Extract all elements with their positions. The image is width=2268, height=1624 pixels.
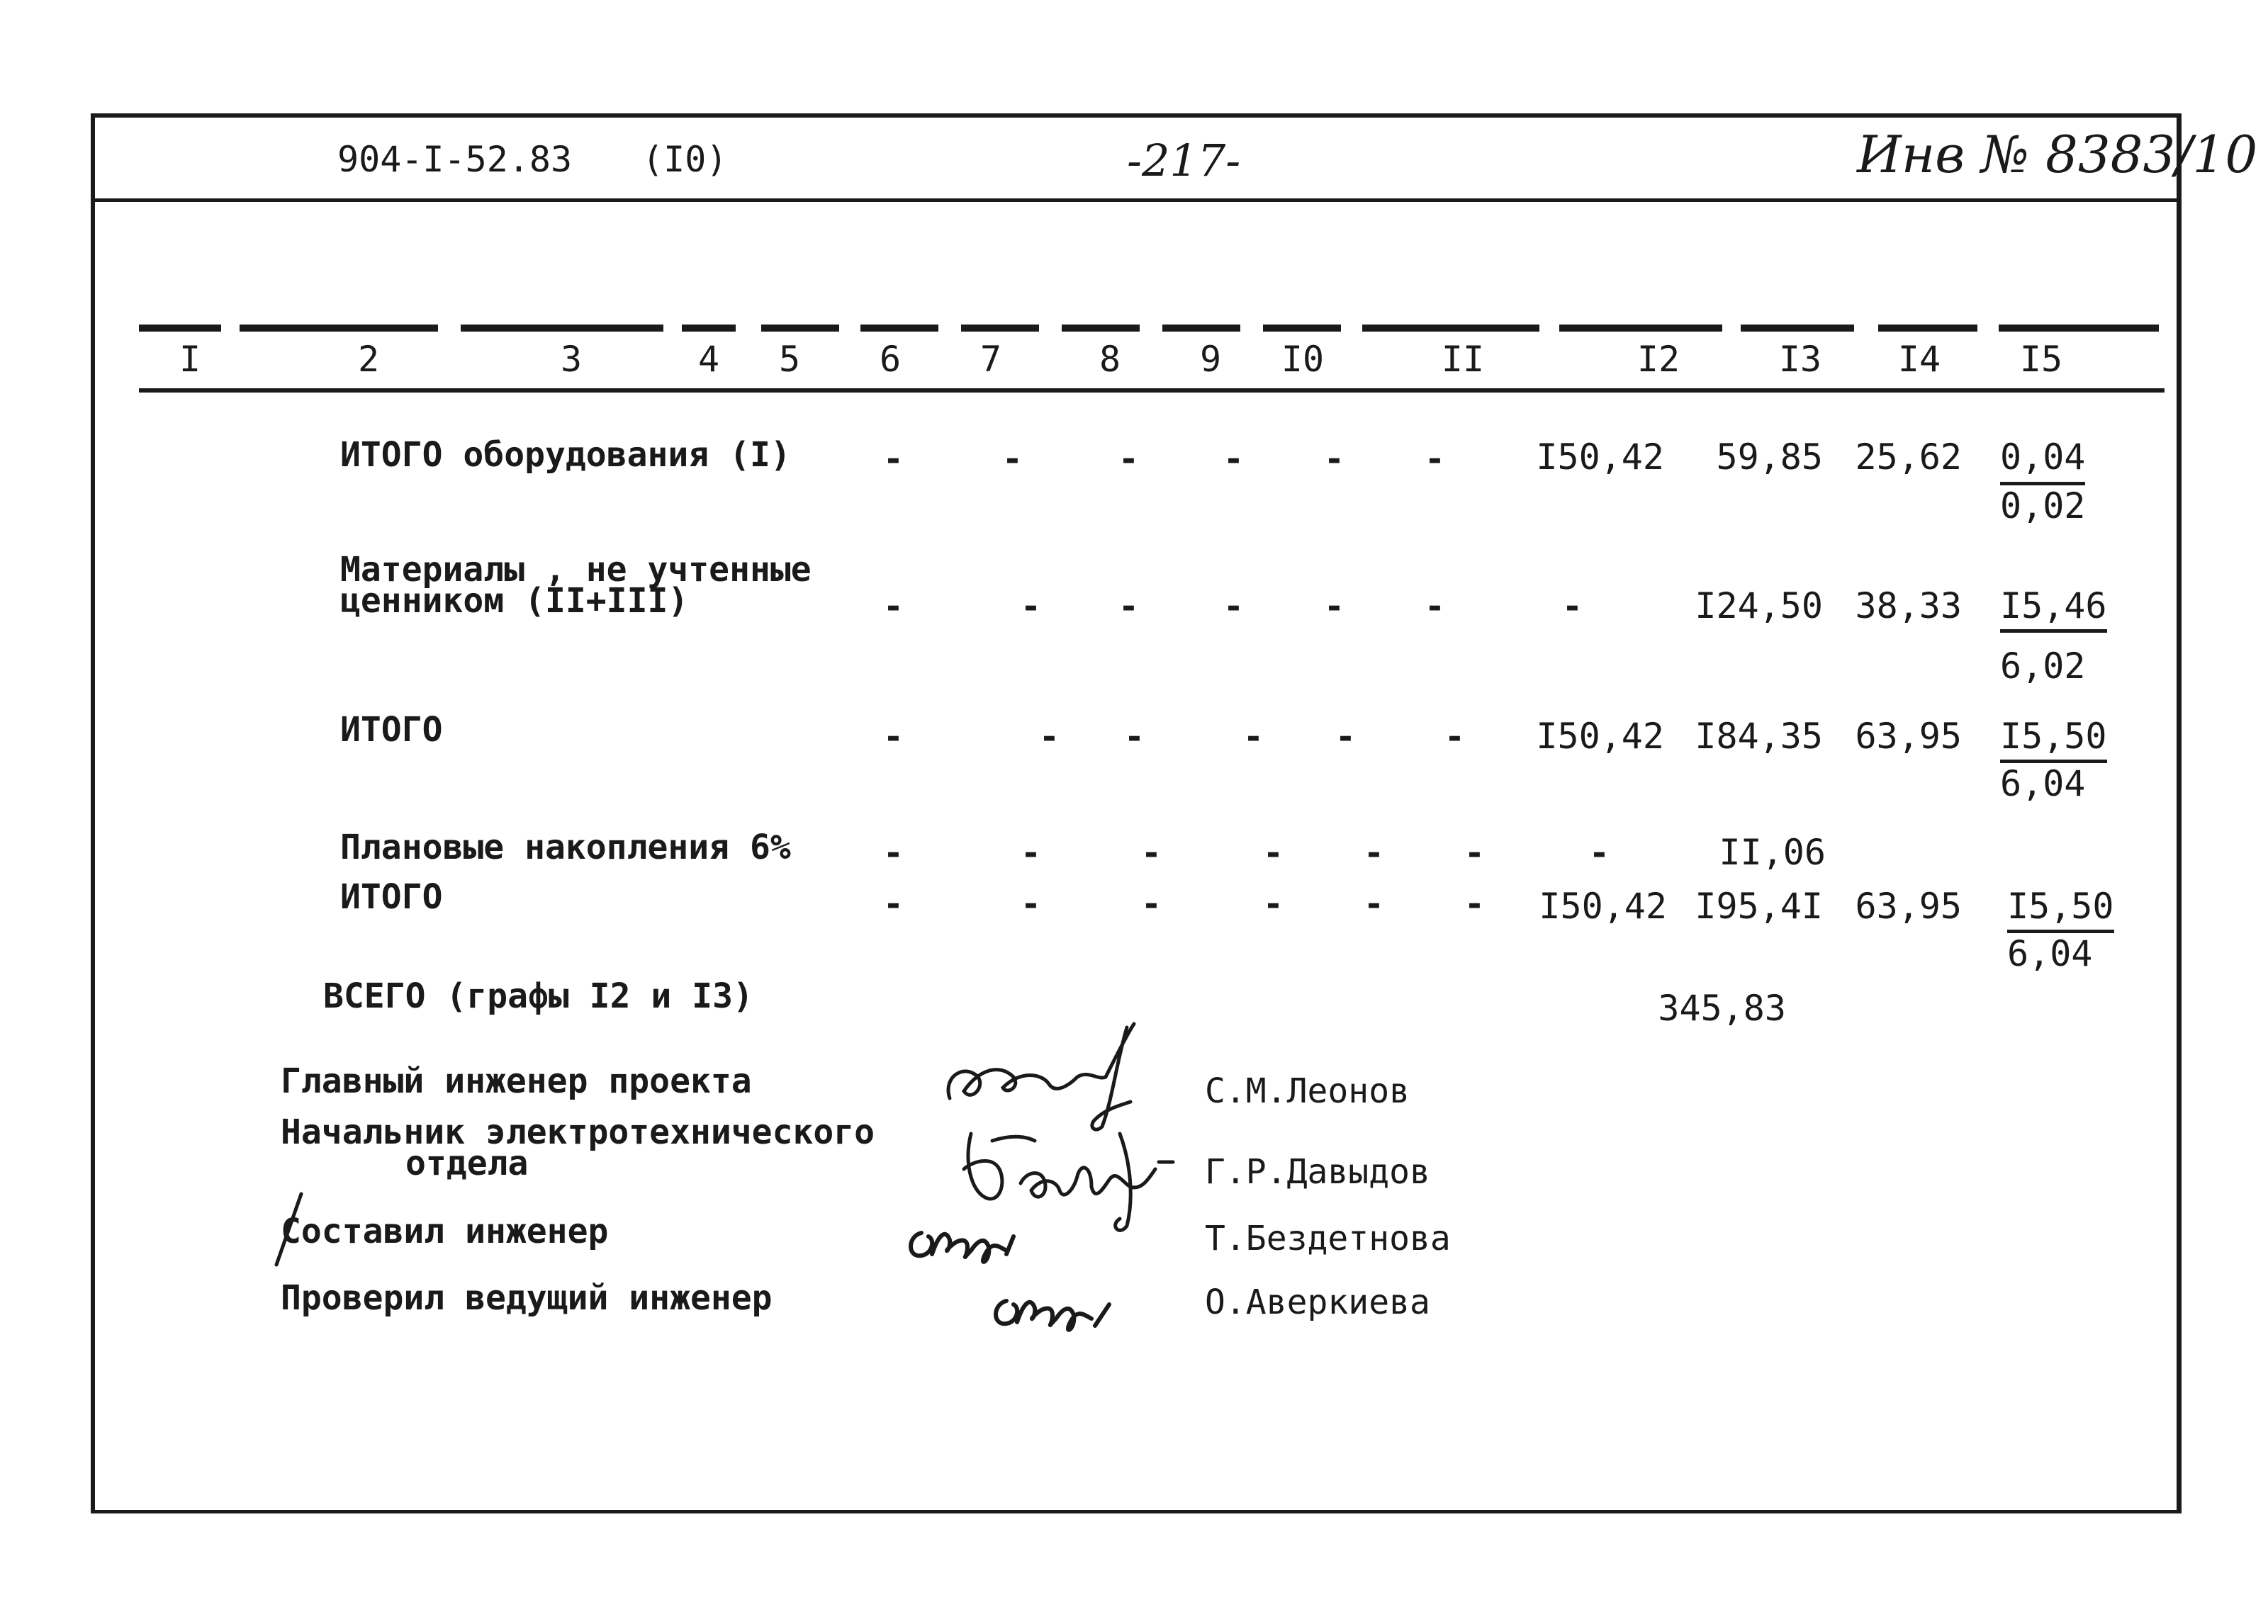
column-number: 8 — [1099, 339, 1121, 380]
header-double-rule — [1999, 325, 2159, 332]
header-double-rule — [1263, 325, 1341, 332]
header-double-rule — [240, 325, 438, 332]
cell-col14: 63,95 — [1855, 716, 1962, 757]
dash-cell: - — [1223, 439, 1244, 479]
row-label-total: ИТОГО — [340, 877, 443, 917]
inventory-number: Инв № 8383/10 — [1857, 125, 2258, 184]
dash-cell: - — [1039, 717, 1060, 757]
dash-cell: - — [1263, 833, 1284, 873]
dash-cell: - — [1021, 833, 1041, 873]
signatory-role: Главный инженер проекта — [281, 1061, 752, 1101]
dash-cell: - — [1444, 717, 1465, 757]
column-number: 6 — [879, 339, 902, 380]
header-double-rule — [761, 325, 839, 332]
row-label-materials — [340, 550, 812, 621]
dash-cell: - — [1118, 439, 1139, 479]
fraction-denominator: 0,02 — [2000, 482, 2085, 526]
dash-cell: - — [1335, 717, 1356, 757]
cell-col14: 25,62 — [1855, 436, 1962, 478]
signatory-role: Составил инженер — [281, 1212, 609, 1251]
page-number: -217- — [1127, 135, 1241, 186]
signatory-name: Т.Бездетнова — [1205, 1219, 1451, 1258]
cell-col15-fraction — [2000, 436, 2085, 526]
cell-col12: I50,42 — [1536, 436, 1664, 478]
dash-cell: - — [1021, 587, 1041, 626]
dash-cell: - — [1364, 884, 1384, 924]
fraction-denominator: 6,02 — [2000, 645, 2086, 687]
dash-cell: - — [1324, 587, 1344, 626]
header-double-rule — [682, 325, 736, 332]
cell-col13: I95,4I — [1695, 886, 1823, 927]
header-double-rule — [860, 325, 938, 332]
dash-cell: - — [1263, 884, 1284, 924]
fraction-numerator: I5,50 — [2000, 716, 2107, 763]
header-double-rule — [1741, 325, 1854, 332]
dash-cell: - — [1118, 587, 1139, 626]
header-double-rule — [1162, 325, 1240, 332]
section-number: (I0) — [642, 139, 728, 180]
signature-bezdetnova — [900, 1205, 1042, 1268]
column-number: I0 — [1281, 339, 1325, 380]
dash-cell: - — [883, 717, 904, 757]
fraction-denominator: 6,04 — [2007, 933, 2093, 974]
cell-col15-fraction — [2000, 716, 2107, 804]
dash-cell: - — [1141, 833, 1162, 873]
document-code: 904-I-52.83 — [337, 139, 573, 180]
signatory-role-line: Начальник электротехнического — [281, 1112, 875, 1152]
signature-averkieva — [985, 1273, 1127, 1336]
row-label-grand-total: ВСЕГО (графы I2 и I3) — [323, 976, 753, 1016]
column-header-rule — [139, 388, 2165, 393]
column-number: 2 — [357, 339, 380, 380]
dash-cell: - — [1021, 884, 1041, 924]
header-double-rule — [461, 325, 663, 332]
row-label-planned-savings: Плановые накопления 6% — [340, 828, 791, 867]
column-number: 3 — [560, 339, 583, 380]
correction-mark — [269, 1190, 312, 1268]
fraction-numerator: I5,46 — [2000, 585, 2107, 633]
column-number: I4 — [1897, 339, 1941, 380]
column-number: I2 — [1637, 339, 1680, 380]
dash-cell: - — [1464, 833, 1485, 873]
signatory-role: Проверил ведущий инженер — [281, 1278, 773, 1318]
dash-cell: - — [1002, 439, 1023, 479]
header-double-rule — [139, 325, 221, 332]
fraction-numerator: 0,04 — [2000, 436, 2086, 478]
dash-cell: - — [883, 587, 904, 626]
header-double-rule — [961, 325, 1039, 332]
dash-cell: - — [1425, 587, 1445, 626]
dash-cell: - — [1223, 587, 1244, 626]
header-double-rule — [1062, 325, 1140, 332]
header-double-rule — [1878, 325, 1977, 332]
signatory-role-line: отдела — [405, 1144, 529, 1183]
column-number: II — [1441, 339, 1485, 380]
dash-cell: - — [1562, 587, 1583, 626]
dash-cell: - — [1364, 833, 1384, 873]
column-number: 9 — [1199, 339, 1222, 380]
column-number: 5 — [778, 339, 801, 380]
cell-col14: 38,33 — [1855, 585, 1962, 626]
cell-col15-fraction — [2000, 585, 2107, 687]
column-number: I5 — [2019, 339, 2063, 380]
signatory-role — [281, 1112, 875, 1183]
column-number: 7 — [979, 339, 1002, 380]
signatory-name: О.Аверкиева — [1205, 1282, 1430, 1322]
header-double-rule — [1362, 325, 1539, 332]
cell-col12: I50,42 — [1539, 886, 1667, 927]
signature-leonov — [936, 1020, 1148, 1134]
dash-cell: - — [1589, 833, 1610, 873]
cell-col12: I50,42 — [1536, 716, 1664, 757]
column-number: I — [179, 339, 201, 380]
grand-total-value: 345,83 — [1658, 988, 1786, 1029]
row-label-total: ИТОГО — [340, 710, 443, 750]
cell-col13: I24,50 — [1695, 585, 1823, 626]
cell-col15-fraction — [2007, 886, 2114, 974]
cell-col13: I84,35 — [1695, 716, 1823, 757]
row-label-line: ценником (II+III) — [340, 581, 689, 621]
cell-col13: II,06 — [1719, 832, 1826, 873]
dash-cell: - — [1324, 439, 1344, 479]
row-label-line: Материалы , не учтенные — [340, 550, 812, 590]
signatory-name: Г.Р.Давыдов — [1205, 1152, 1430, 1192]
dash-cell: - — [883, 833, 904, 873]
dash-cell: - — [1243, 717, 1264, 757]
dash-cell: - — [883, 884, 904, 924]
signatory-name: С.М.Леонов — [1205, 1071, 1410, 1111]
dash-cell: - — [1141, 884, 1162, 924]
row-label-equipment-total: ИТОГО оборудования (I) — [340, 435, 791, 475]
fraction-numerator: I5,50 — [2007, 886, 2114, 933]
dash-cell: - — [883, 439, 904, 479]
cell-col13: 59,85 — [1716, 436, 1823, 478]
fraction-denominator: 6,04 — [2000, 763, 2086, 804]
cell-col14: 63,95 — [1855, 886, 1962, 927]
header-divider — [91, 198, 2182, 202]
header-double-rule — [1559, 325, 1722, 332]
dash-cell: - — [1464, 884, 1485, 924]
column-number: I3 — [1778, 339, 1822, 380]
column-number: 4 — [697, 339, 720, 380]
dash-cell: - — [1425, 439, 1445, 479]
dash-cell: - — [1124, 717, 1145, 757]
